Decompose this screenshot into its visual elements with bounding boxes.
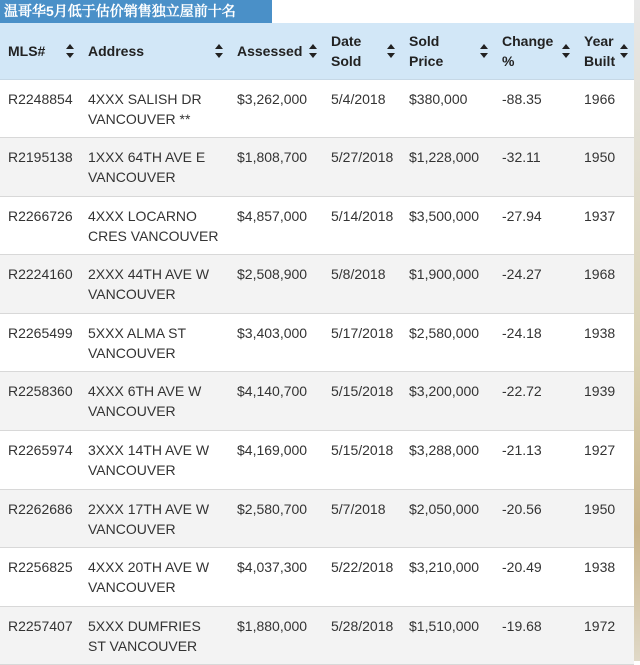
cell-assessed: $4,169,000 (229, 431, 323, 490)
address-line1: 1XXX 64TH AVE E (88, 149, 206, 166)
table-row (0, 79, 634, 138)
sort-arrows-icon[interactable] (562, 44, 570, 58)
cell-change-pct: -19.68 (494, 606, 576, 665)
cell-date-sold: 5/15/2018 (323, 431, 401, 490)
address-line2: VANCOUVER (88, 579, 176, 596)
right-edge-strip (634, 0, 640, 661)
cell-date-sold: 5/7/2018 (323, 489, 401, 548)
cell-mls: R2258360 (0, 372, 80, 431)
cell-year-built: 1927 (576, 431, 634, 490)
cell-date-sold: 5/8/2018 (323, 255, 401, 314)
cell-mls: R2248854 (0, 79, 80, 138)
cell-sold-price: $3,200,000 (401, 372, 494, 431)
address-line2: VANCOUVER (88, 344, 176, 361)
cell-change-pct: -22.72 (494, 372, 576, 431)
column-header-assessed[interactable] (229, 23, 323, 79)
cell-assessed: $1,808,700 (229, 138, 323, 197)
cell-change-pct: -20.56 (494, 489, 576, 548)
cell-change-pct: -20.49 (494, 548, 576, 607)
cell-date-sold: 5/27/2018 (323, 138, 401, 197)
cell-assessed: $2,508,900 (229, 255, 323, 314)
column-header-label-line2: Built (584, 52, 616, 69)
page-banner (0, 0, 272, 23)
column-header-label: Change (502, 32, 554, 49)
table-row (0, 196, 634, 255)
address-line2: VANCOUVER ** (88, 110, 191, 127)
cell-address (80, 196, 229, 255)
address-line1: 4XXX 20TH AVE W (88, 559, 210, 576)
address-line1: 4XXX 6TH AVE W (88, 383, 202, 400)
address-line1: 2XXX 17TH AVE W (88, 500, 210, 517)
cell-address (80, 606, 229, 665)
cell-mls: R2266726 (0, 196, 80, 255)
address-line1: 4XXX SALISH DR (88, 90, 202, 107)
cell-date-sold: 5/22/2018 (323, 548, 401, 607)
column-header-label: Date (331, 32, 362, 49)
column-header-label: Assessed (237, 42, 303, 59)
cell-sold-price: $380,000 (401, 79, 494, 138)
cell-year-built: 1950 (576, 138, 634, 197)
table-row (0, 606, 634, 665)
address-line2: VANCOUVER (88, 286, 176, 303)
cell-sold-price: $2,580,000 (401, 313, 494, 372)
cell-year-built: 1950 (576, 489, 634, 548)
column-header-sold-price[interactable] (401, 23, 494, 79)
cell-date-sold: 5/14/2018 (323, 196, 401, 255)
address-line1: 5XXX DUMFRIES (88, 617, 201, 634)
sort-arrows-icon[interactable] (66, 44, 74, 58)
column-header-label: Year (584, 32, 614, 49)
column-header-label: MLS# (8, 42, 46, 59)
table-row (0, 372, 634, 431)
cell-mls: R2256825 (0, 548, 80, 607)
table-row (0, 548, 634, 607)
cell-change-pct: -27.94 (494, 196, 576, 255)
cell-date-sold: 5/4/2018 (323, 79, 401, 138)
cell-year-built: 1938 (576, 548, 634, 607)
table-body (0, 79, 634, 665)
cell-date-sold: 5/17/2018 (323, 313, 401, 372)
cell-year-built: 1937 (576, 196, 634, 255)
cell-sold-price: $2,050,000 (401, 489, 494, 548)
cell-mls: R2262686 (0, 489, 80, 548)
cell-address (80, 548, 229, 607)
cell-year-built: 1968 (576, 255, 634, 314)
column-header-label: Address (88, 42, 145, 59)
address-line1: 3XXX 14TH AVE W (88, 442, 210, 459)
cell-change-pct: -21.13 (494, 431, 576, 490)
address-line2: VANCOUVER (88, 520, 176, 537)
sort-arrows-icon[interactable] (620, 44, 628, 58)
address-line2: VANCOUVER (88, 403, 176, 420)
cell-address (80, 79, 229, 138)
cell-year-built: 1972 (576, 606, 634, 665)
cell-sold-price: $1,900,000 (401, 255, 494, 314)
table-row (0, 313, 634, 372)
sort-arrows-icon[interactable] (309, 44, 317, 58)
cell-mls: R2195138 (0, 138, 80, 197)
column-header-mls[interactable] (0, 23, 80, 79)
cell-sold-price: $1,228,000 (401, 138, 494, 197)
cell-assessed: $4,857,000 (229, 196, 323, 255)
column-header-change-pct[interactable] (494, 23, 576, 79)
column-header-date-sold[interactable] (323, 23, 401, 79)
address-line2: VANCOUVER (88, 462, 176, 479)
banner-title: 温哥华5月低于估价销售独立屋前十名 (4, 3, 236, 19)
cell-assessed: $3,262,000 (229, 79, 323, 138)
table-row (0, 431, 634, 490)
cell-mls: R2257407 (0, 606, 80, 665)
header-row (0, 23, 634, 79)
column-header-label-line2: Sold (331, 52, 362, 69)
cell-date-sold: 5/15/2018 (323, 372, 401, 431)
cell-year-built: 1939 (576, 372, 634, 431)
cell-assessed: $3,403,000 (229, 313, 323, 372)
address-line1: 2XXX 44TH AVE W (88, 266, 210, 283)
column-header-address[interactable] (80, 23, 229, 79)
cell-sold-price: $3,500,000 (401, 196, 494, 255)
cell-assessed: $4,037,300 (229, 548, 323, 607)
column-header-year-built[interactable] (576, 23, 634, 79)
cell-address (80, 313, 229, 372)
cell-sold-price: $3,288,000 (401, 431, 494, 490)
column-header-label: Sold (409, 32, 440, 49)
cell-mls: R2224160 (0, 255, 80, 314)
cell-assessed: $2,580,700 (229, 489, 323, 548)
sales-table (0, 23, 634, 665)
cell-address (80, 372, 229, 431)
cell-assessed: $4,140,700 (229, 372, 323, 431)
table-row (0, 489, 634, 548)
cell-change-pct: -88.35 (494, 79, 576, 138)
sort-arrows-icon[interactable] (480, 44, 488, 58)
column-header-label-line2: % (502, 52, 515, 69)
address-line2: CRES VANCOUVER (88, 227, 219, 244)
column-header-label-line2: Price (409, 52, 444, 69)
cell-sold-price: $3,210,000 (401, 548, 494, 607)
cell-year-built: 1938 (576, 313, 634, 372)
address-line2: VANCOUVER (88, 169, 176, 186)
cell-address (80, 431, 229, 490)
address-line1: 5XXX ALMA ST (88, 324, 187, 341)
table-row (0, 255, 634, 314)
cell-sold-price: $1,510,000 (401, 606, 494, 665)
cell-address (80, 489, 229, 548)
table-header (0, 23, 634, 79)
cell-address (80, 255, 229, 314)
address-line1: 4XXX LOCARNO (88, 207, 197, 224)
cell-year-built: 1966 (576, 79, 634, 138)
sort-arrows-icon[interactable] (387, 44, 395, 58)
cell-assessed: $1,880,000 (229, 606, 323, 665)
cell-change-pct: -24.27 (494, 255, 576, 314)
cell-mls: R2265499 (0, 313, 80, 372)
table-row (0, 138, 634, 197)
cell-change-pct: -24.18 (494, 313, 576, 372)
cell-date-sold: 5/28/2018 (323, 606, 401, 665)
cell-change-pct: -32.11 (494, 138, 576, 197)
cell-mls: R2265974 (0, 431, 80, 490)
cell-address (80, 138, 229, 197)
sort-arrows-icon[interactable] (215, 44, 223, 58)
address-line2: ST VANCOUVER (88, 637, 198, 654)
